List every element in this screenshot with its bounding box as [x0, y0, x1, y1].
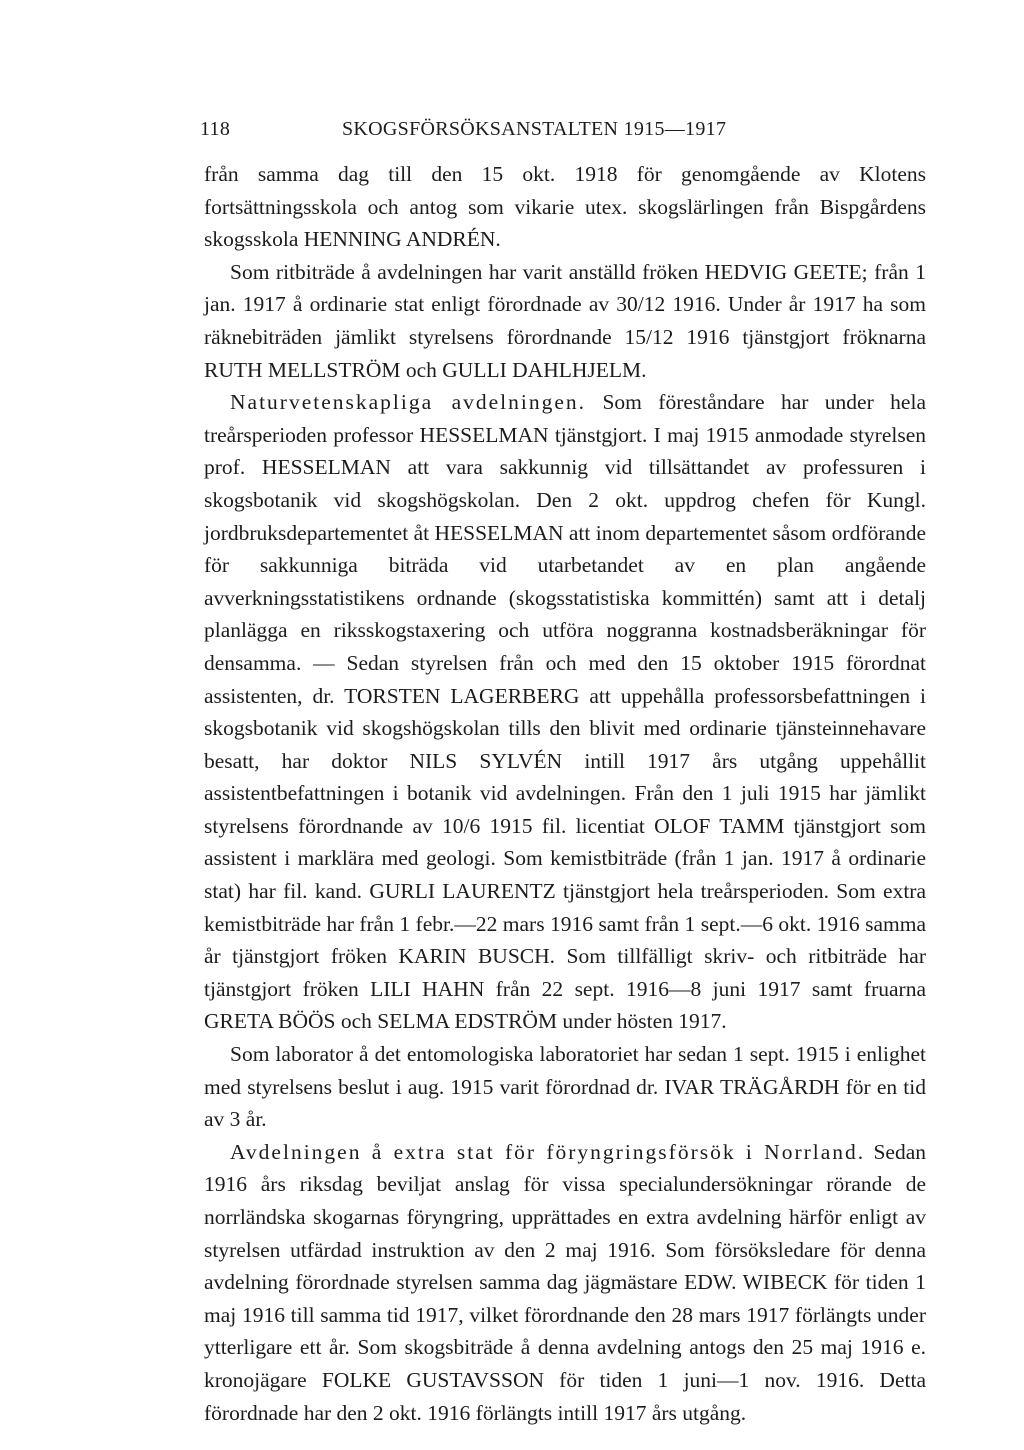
paragraph-text: Som laborator å det entomologiska laboratoriet har sedan 1 sept. 1915 i enlighet med styrelsens beslut i aug. 1915 varit förordnad dr. IVAR TRÄGÅRDH för en tid av 3 år.	[204, 1042, 926, 1132]
paragraph-natural-science-department	[204, 386, 926, 1038]
running-header	[200, 118, 840, 141]
running-title: SKOGSFÖRSÖKSANSTALTEN 1915—1917	[342, 118, 727, 140]
section-lead-heading: Avdelningen å extra stat för föryngringsförsök i Norrland.	[230, 1139, 866, 1164]
paragraph-text: Som ritbiträde å avdelningen har varit anställd fröken HEDVIG GEETE; från 1 jan. 1917 å ordinarie stat enligt förordnade av 30/12 1916. Under år 1917 ha som räknebiträden jämlikt styrelsens förordnande 15/12 1916 tjänstgjort fröknarna RUTH MELLSTRÖM och GULLI DAHLHJELM.	[204, 259, 926, 382]
paragraph-text: Sedan 1916 års riksdag beviljat anslag för vissa specialundersökningar rörande de norrländska skogarnas föryngring, upprättades en extra avdelning härför enligt av styrelsen utfärdad instruktion av den 2 maj 1916. Som försöksledare för denna avdelning förordnade styrelsen samma dag jägmästare EDW. WIBECK för tiden 1 maj 1916 till samma tid 1917, vilket förordnande den 28 mars 1917 förlängts under ytterligare ett år. Som skogsbiträde å denna avdelning antogs den 25 maj 1916 e. kronojägare FOLKE GUSTAVSSON för tiden 1 juni—1 nov. 1916. Detta förordnade har den 2 okt. 1916 förlängts intill 1917 års utgång.	[204, 1139, 926, 1425]
paragraph-regeneration-department	[204, 1136, 926, 1429]
body-text	[204, 158, 926, 1429]
page-number: 118	[200, 118, 231, 140]
paragraph-continuation	[204, 158, 926, 256]
paragraph-entomology-laboratory	[204, 1038, 926, 1136]
paragraph-text: från samma dag till den 15 okt. 1918 för genomgående av Klotens fortsättningsskola och antog som vikarie utex. skogslärlingen från Bispgårdens skogsskola HENNING ANDRÉN.	[204, 162, 926, 252]
section-lead-heading: Naturvetenskapliga avdelningen.	[230, 390, 587, 415]
paragraph-drawing-assistant	[204, 256, 926, 386]
paragraph-text: Som föreståndare har under hela treårsperioden professor HESSELMAN tjänstgjort. I maj 1915 anmodade styrelsen prof. HESSELMAN att vara sakkunnig vid tillsättandet av professuren i skogsbotanik vid skogshögskolan. Den 2 okt. uppdrog chefen för Kungl. jordbruksdepartementet åt HESSELMAN att inom departementet såsom ordförande för sakkunniga biträda vid utarbetandet av en plan angående avverkningsstatistikens ordnande (skogsstatistiska kommittén) samt att i detalj planlägga en riksskogstaxering och utföra noggranna kostnadsberäkningar för densamma. — Sedan styrelsen från och med den 15 oktober 1915 förordnat assistenten, dr. TORSTEN LAGERBERG att uppehålla professorsbefattningen i skogsbotanik vid skogshögskolan tills den blivit med ordinarie tjänsteinnehavare besatt, har doktor NILS SYLVÉN intill 1917 års utgång uppehållit assistentbefattningen i botanik vid avdelningen. Från den 1 juli 1915 har jämlikt styrelsens förordnande av 10/6 1915 fil. licentiat OLOF TAMM tjänstgjort som assistent i marklära med geologi. Som kemistbiträde (från 1 jan. 1917 å ordinarie stat) har fil. kand. GURLI LAURENTZ tjänstgjort hela treårsperioden. Som extra kemistbiträde har från 1 febr.—22 mars 1916 samt från 1 sept.—6 okt. 1916 samma år tjänstgjort fröken KARIN BUSCH. Som tillfälligt skriv- och ritbiträde har tjänstgjort fröken LILI HAHN från 22 sept. 1916—8 juni 1917 samt fruarna GRETA BÖÖS och SELMA EDSTRÖM under hösten 1917.	[204, 390, 926, 1034]
